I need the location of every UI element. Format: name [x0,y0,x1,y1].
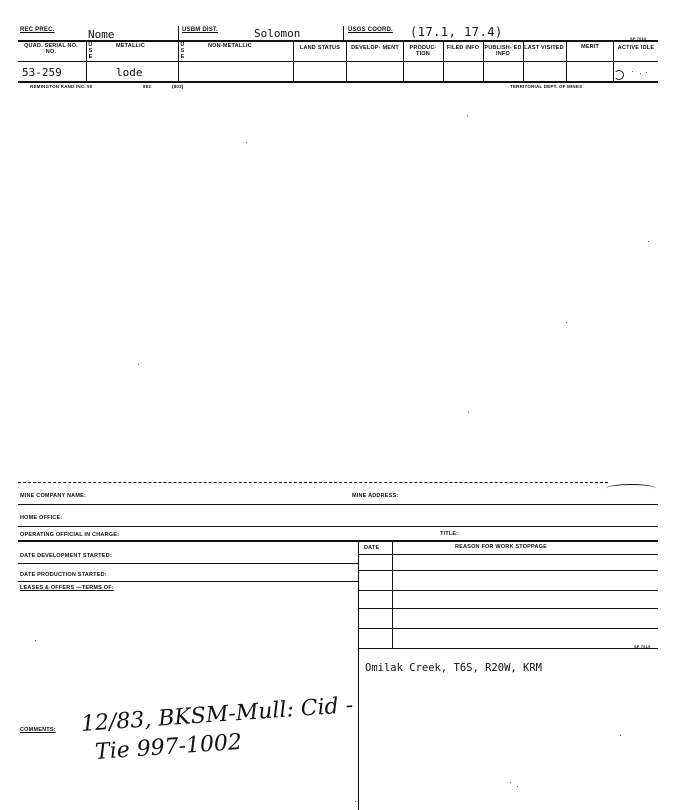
comments-label: COMMENTS: [20,727,56,733]
handwritten-comment-line-1: 12/83, BKSM-Mull: Cid - [80,693,354,737]
rec-prec-label: REC PREC. [20,27,55,33]
col-use-nonmetallic: U S E [180,42,185,60]
col-last-visited: LAST VISITED [524,45,564,51]
usbm-dist-value: Solomon [254,27,301,40]
col-filed-info: FILED INFO [446,45,480,51]
footer-dept: TERRITORIAL DEPT. OF MINES [510,84,583,89]
form-number-top: SF 7016 [630,36,647,41]
col-development: DEVELOP- MENT [351,45,399,51]
usgs-coord-label: USGS COORD. [348,27,393,33]
usgs-coord-value: (17.1, 17.4) [410,25,503,39]
mine-company-name-label: MINE COMPANY NAME: [20,493,87,499]
mine-address-label: MINE ADDRESS: [352,493,399,499]
operating-official-label: OPERATING OFFICIAL IN CHARGE: [20,532,120,538]
col-merit: MERIT [580,44,600,50]
col-quad-serial: QUAD. SERIAL NO. NO. [24,43,78,55]
footer-printer: REMINGTON RAND INC. 50 [30,84,93,89]
footer-code-1: 802 [143,84,152,89]
col-active-idle: ACTIVE IDLE [617,45,655,51]
usbm-dist-label: USBM DIST. [182,27,219,33]
col-published-info: PUBLISH- ED INFO [484,45,522,57]
col-production: PRODUC- TION [409,45,437,57]
torn-edge-curve [606,484,656,493]
footer-code-2: (803) [172,84,184,89]
active-idle-mark [614,70,624,80]
col-metallic: METALLIC [116,43,145,49]
date-development-started-label: DATE DEVELOPMENT STARTED: [20,553,112,559]
form-number-bottom: SF 7015 [634,644,651,649]
rec-prec-value: Nome [88,28,115,41]
title-label: TITLE: [440,531,459,537]
leases-offers-label: LEASES & OFFERS —TERMS OF: [20,585,114,591]
location-description: Omilak Creek, T6S, R20W, KRM [365,662,543,674]
col-use-metallic: U S E [88,42,93,60]
handwritten-comment-line-2: Tie 997-1002 [94,729,243,765]
col-non-metallic: NON-METALLIC [208,43,252,49]
date-production-started-label: DATE PRODUCTION STARTED: [20,572,107,578]
date-column-header: DATE [364,545,380,551]
col-land-status: LAND STATUS [299,45,341,51]
metallic-value: lode [116,66,143,79]
serial-value: 53-259 [22,66,62,79]
home-office-label: HOME OFFICE: [20,515,63,521]
reason-column-header: REASON FOR WORK STOPPAGE [455,544,547,550]
